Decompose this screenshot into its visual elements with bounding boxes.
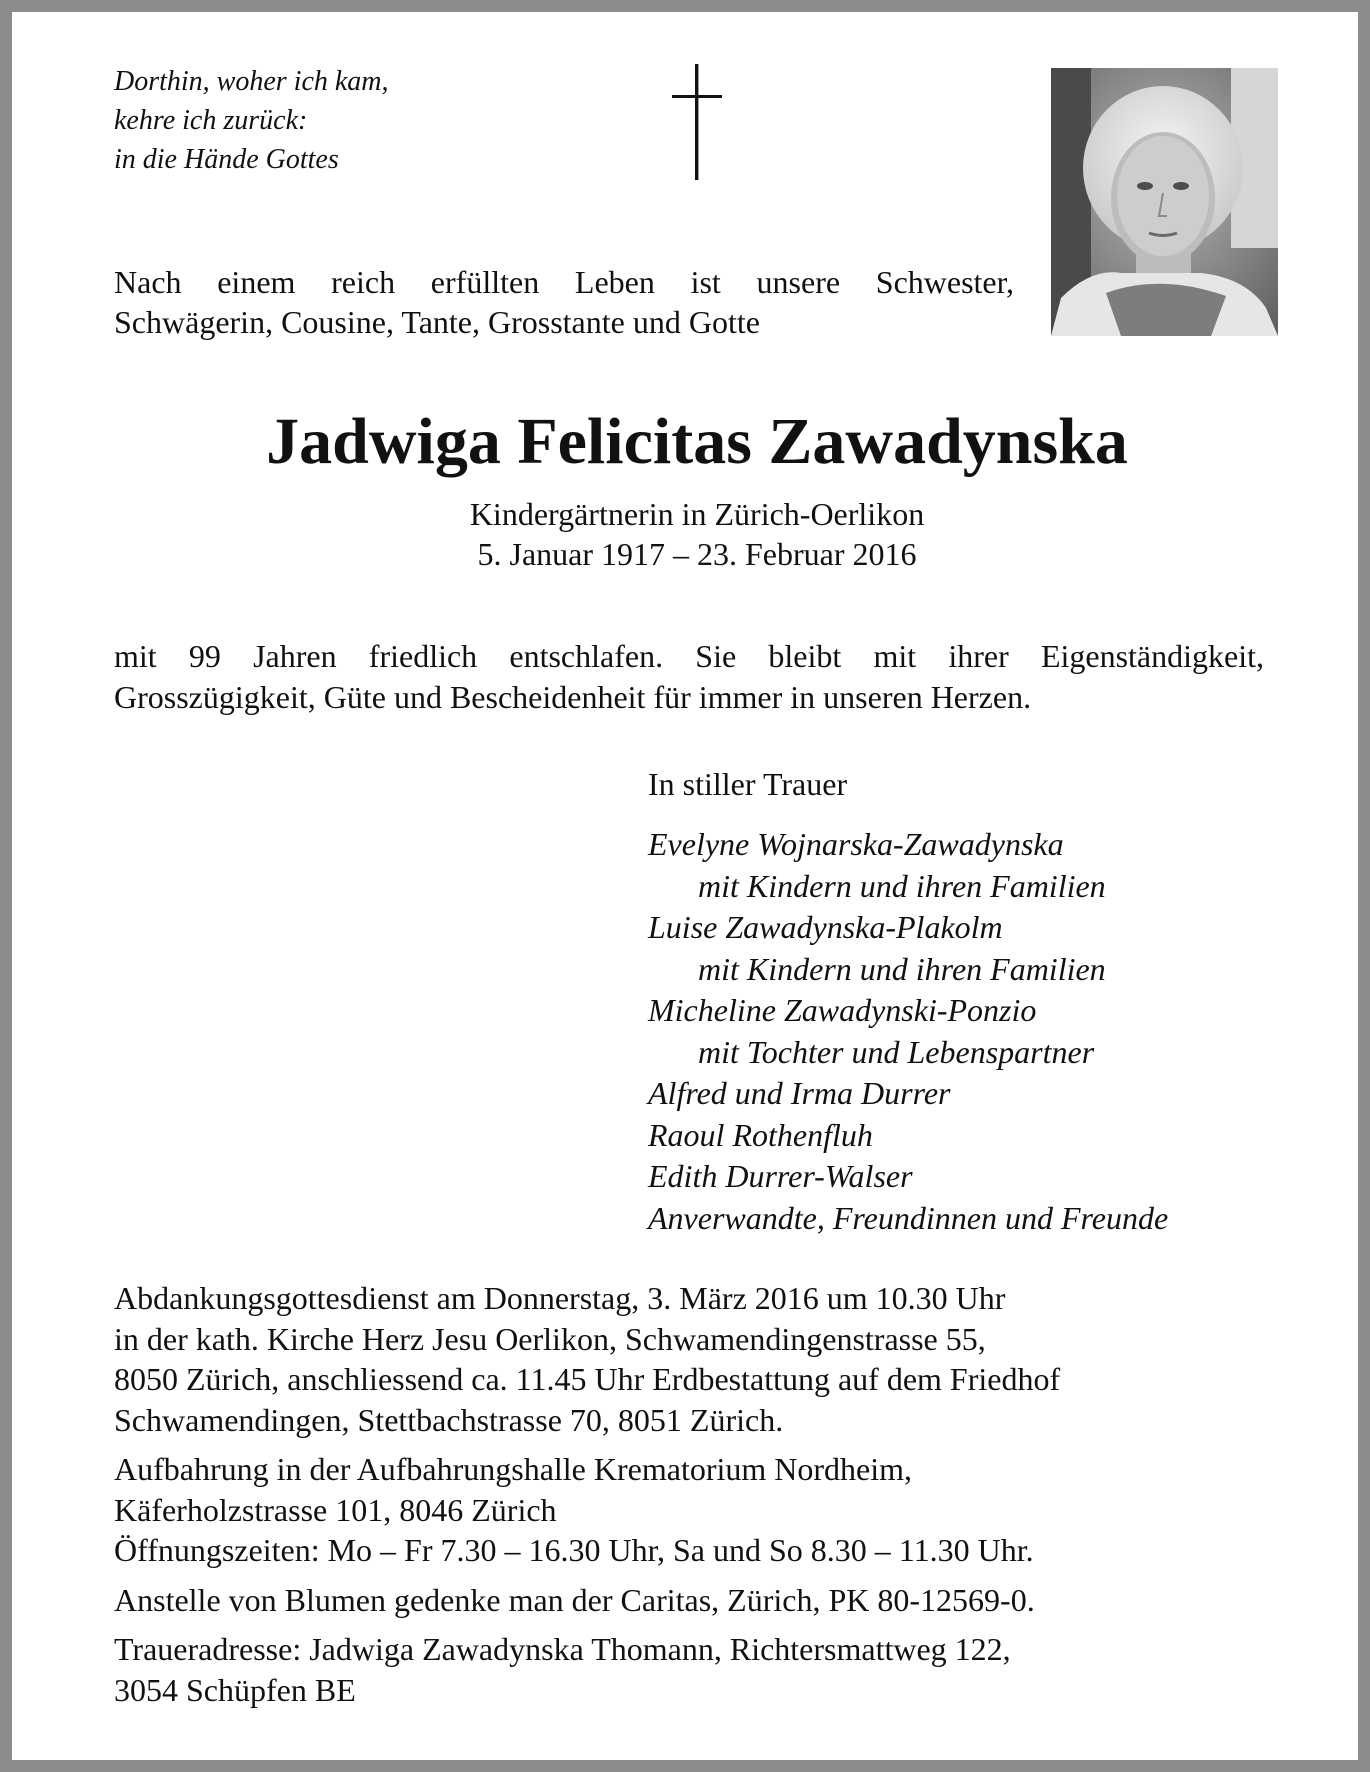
quote-line: kehre ich zurück:: [114, 105, 308, 136]
service-line: Abdankungsgottesdienst am Donnerstag, 3. März 2016 um 10.30 Uhr: [114, 1280, 1006, 1316]
funeral-service-paragraph: [114, 1278, 1060, 1440]
latin-cross-icon: [672, 64, 722, 180]
intro-line: Nach einem reich erfüllten Leben ist unsere Schwester,: [114, 264, 1014, 300]
service-line: Traueradresse: Jadwiga Zawadynska Thomann, Richtersmattweg 122,: [114, 1631, 1011, 1667]
mourner-line: Edith Durrer-Walser: [648, 1158, 913, 1194]
mourner-line: Evelyne Wojnarska-Zawadynska: [648, 826, 1064, 862]
deceased-dates: 5. Januar 1917 – 23. Februar 2016: [477, 536, 917, 572]
donation-paragraph: [114, 1580, 1060, 1621]
service-line: 3054 Schüpfen BE: [114, 1671, 356, 1708]
service-line: 8050 Zürich, anschliessend ca. 11.45 Uhr Erdbestattung auf dem Friedhof: [114, 1361, 1061, 1397]
mourner-line: Luise Zawadynska-Plakolm: [648, 909, 1003, 945]
service-line: Schwamendingen, Stettbachstrasse 70, 8051 Zürich.: [114, 1401, 784, 1438]
service-line: Aufbahrung in der Aufbahrungshalle Krematorium Nordheim,: [114, 1451, 913, 1487]
announcement-line: mit 99 Jahren friedlich entschlafen. Sie bleibt mit ihrer Eigenständigkeit,: [114, 638, 1264, 674]
intro-line: Schwägerin, Cousine, Tante, Grosstante und Gotte: [114, 304, 760, 340]
deceased-name: Jadwiga Felicitas Zawadynska: [266, 405, 1128, 478]
mourner-line: mit Kindern und ihren Familien: [698, 950, 1106, 987]
deceased-occupation: Kindergärtnerin in Zürich-Oerlikon: [469, 496, 925, 532]
mourner-line: Raoul Rothenfluh: [648, 1116, 873, 1153]
quote-line: Dorthin, woher ich kam,: [114, 66, 389, 97]
viewing-paragraph: [114, 1449, 1060, 1571]
deceased-details: [12, 494, 1370, 574]
service-line: Anstelle von Blumen gedenke man der Caritas, Zürich, PK 80-12569-0.: [114, 1581, 1035, 1618]
mourner-line: Alfred und Irma Durrer: [648, 1075, 951, 1111]
service-line: Käferholzstrasse 101, 8046 Zürich: [114, 1491, 557, 1528]
service-line: Öffnungszeiten: Mo – Fr 7.30 – 16.30 Uhr, Sa und So 8.30 – 11.30 Uhr.: [114, 1532, 1034, 1568]
announcement-text: [114, 636, 1264, 718]
announcement-line: Grosszügigkeit, Güte und Bescheidenheit für immer in unseren Herzen.: [114, 679, 1032, 715]
intro-text: [114, 262, 1014, 342]
mourner-line: mit Kindern und ihren Familien: [698, 867, 1106, 904]
portrait-photo: [1051, 68, 1278, 336]
epigraph-quote: [114, 62, 389, 179]
mourner-line: mit Tochter und Lebenspartner: [698, 1033, 1095, 1070]
mourners-list: [648, 824, 1168, 1239]
service-information: [114, 1278, 1060, 1719]
mourner-line: Micheline Zawadynski-Ponzio: [648, 992, 1037, 1028]
mourners-heading: In stiller Trauer: [648, 766, 848, 802]
service-line: in der kath. Kirche Herz Jesu Oerlikon, Schwamendingenstrasse 55,: [114, 1320, 986, 1357]
mourning-address-paragraph: [114, 1629, 1060, 1710]
quote-line: in die Hände Gottes: [114, 144, 339, 175]
mourner-line: Anverwandte, Freundinnen und Freunde: [648, 1199, 1169, 1236]
